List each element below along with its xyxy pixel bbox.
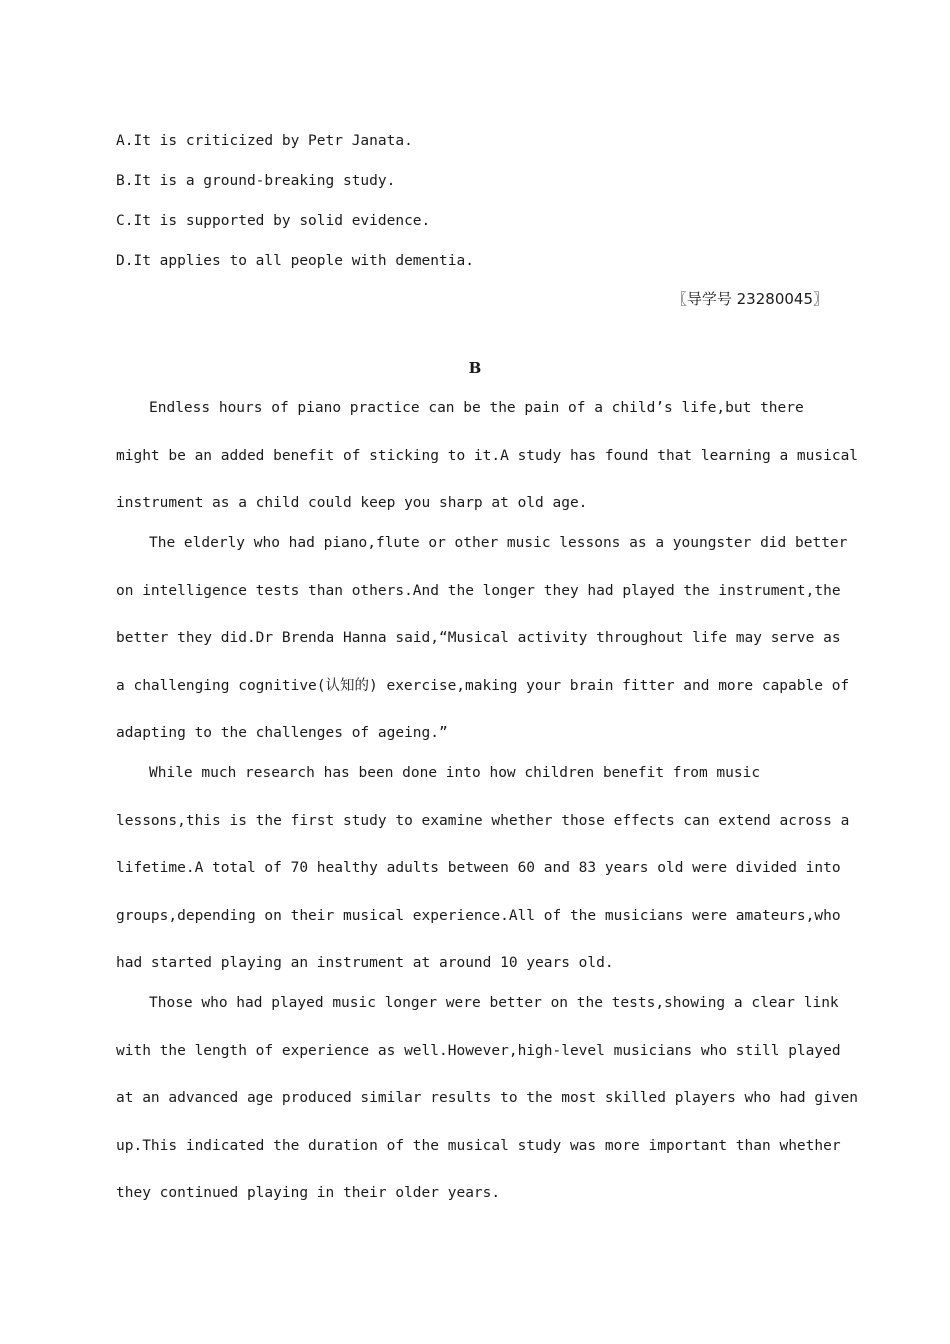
paragraph-line: lessons,this is the first study to examine whether those effects can extend across a (116, 812, 850, 829)
paragraph-line: they continued playing in their older years. (116, 1185, 501, 1202)
paragraph-line: groups,depending on their musical experience.All of the musicians were amateurs,who (116, 907, 841, 924)
option-b: B.It is a ground-breaking study. (116, 173, 396, 189)
paragraph-line: lifetime.A total of 70 healthy adults between 60 and 83 years old were divided into (116, 860, 841, 877)
paragraph-4 (116, 993, 859, 1203)
paragraph-line: up.This indicated the duration of the musical study was more important than whether (116, 1137, 841, 1154)
section-heading: B (468, 359, 482, 377)
paragraph-3 (116, 763, 850, 973)
reference-number: 〖导学号 23280045〗 (671, 290, 828, 308)
option-a: A.It is criticized by Petr Janata. (116, 133, 413, 149)
paragraph-line: on intelligence tests than others.And the longer they had played the instrument,the (116, 582, 841, 599)
paragraph-line: adapting to the challenges of ageing.” (116, 725, 448, 742)
paragraph-line: Those who had played music longer were better on the tests,showing a clear link (149, 995, 839, 1011)
paragraph-2 (116, 533, 850, 743)
option-d: D.It applies to all people with dementia. (116, 253, 474, 269)
paragraph-line: better they did.Dr Brenda Hanna said,“Musical activity throughout life may serve as (116, 630, 841, 647)
paragraph-line: a challenging cognitive(认知的) exercise,making your brain fitter and more capable of (116, 677, 850, 694)
paragraph-line: might be an added benefit of sticking to it.A study has found that learning a musical (116, 447, 859, 464)
option-c: C.It is supported by solid evidence. (116, 213, 431, 229)
paragraph-line: had started playing an instrument at around 10 years old. (116, 955, 614, 972)
paragraph-line: instrument as a child could keep you sharp at old age. (116, 495, 588, 512)
paragraph-line: at an advanced age produced similar results to the most skilled players who had given (116, 1090, 859, 1107)
paragraph-line: While much research has been done into how children benefit from music (149, 765, 761, 781)
paragraph-line: The elderly who had piano,flute or other music lessons as a youngster did better (149, 535, 848, 551)
paragraph-line: with the length of experience as well.However,high-level musicians who still played (116, 1042, 841, 1059)
paragraph-1 (116, 398, 859, 513)
paragraph-line: Endless hours of piano practice can be the pain of a child’s life,but there (149, 400, 804, 416)
